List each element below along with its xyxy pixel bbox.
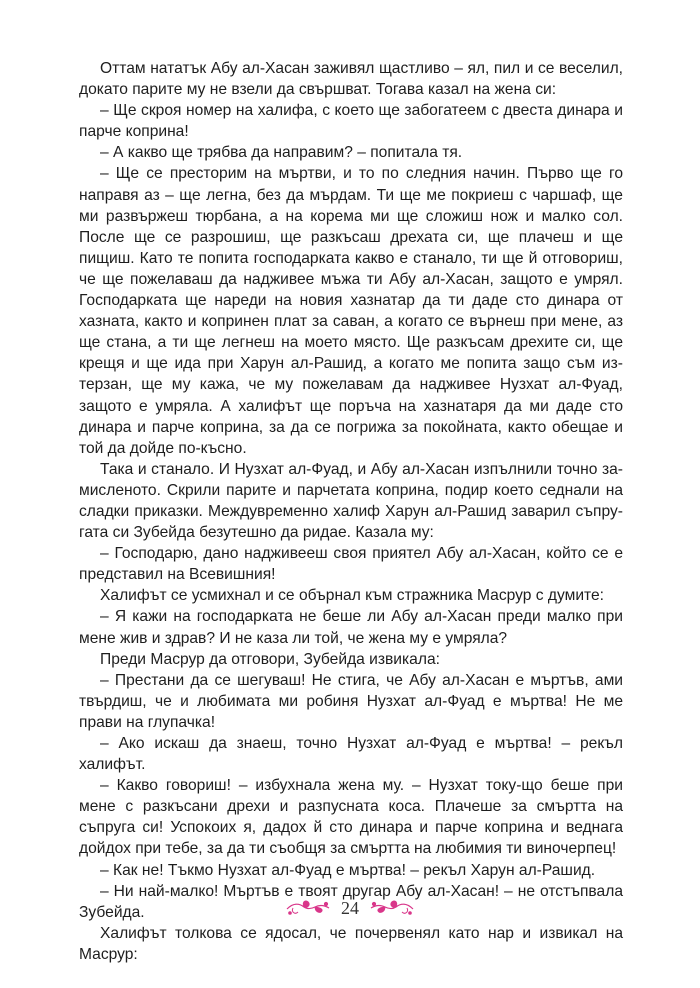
paragraph: – Господарю, дано надживееш своя приятел Абу ал-Хасан, който се е представил на Всевишния! [79, 545, 623, 584]
paragraph: Оттам нататък Абу ал-Хасан заживял щастливо – ял, пил и се веселил, докато парите му не взели да свършват. Тогава казал на жена си: [79, 60, 623, 99]
paragraph: Преди Масрур да отговори, Зубейда извикала: [100, 650, 440, 668]
paragraph: Така и станало. И Нузхат ал-Фуад, и Абу ал-Хасан изпълнили точно замисленото. Скрили парите и парчетата коприна, подир което седнали на сладки приказки. Междувременно халиф Харун ал-Рашид заварил съпругата си Зубейда безутешно да ридае. Казала му: [79, 460, 623, 542]
paragraph: – Я кажи на господарката не беше ли Абу ал-Хасан преди малко при мене жив и здрав? И не каза ли той, че жена му е умряла? [79, 608, 623, 647]
floral-ornament-icon [285, 898, 331, 918]
page-footer [0, 893, 700, 923]
paragraph: – А какво ще трябва да направим? – попитала тя. [100, 144, 463, 162]
page-number: 24 [341, 898, 359, 918]
paragraph: – Ще скроя номер на халифа, с което ще забогатеем с двеста динара и парче коприна! [79, 102, 623, 141]
paragraph: – Ако искаш да знаеш, точно Нузхат ал-Фуад е мъртва! – рекъл халифът. [79, 735, 623, 774]
paragraph: Халифът се усмихнал и се обърнал към стражника Масрур с думите: [100, 587, 605, 605]
paragraph: – Ще се престорим на мъртви, и то по следния начин. Първо ще го направя аз – ще легна, без да мърдам. Ти ще ме покриеш с чаршаф, ще ми развържеш тюрбана, а на корема ми ще сложиш нож и малко сол. После ще се разрошиш, ще разкъсаш дрехата си, ще плачеш и ще пищиш. Като те попита господарката какво е станало, ти ще й отговориш, че ще пожелаваш да надживее мъжа ти Абу ал-Хасан, защото е умрял. Господарката ще нареди на новия хазнатар да ти даде сто динара от хазната, както и копринен плат за саван, а когато се върнеш при мене, аз ще стана, а ти ще легнеш на моето място. Ще разкъсам дрехите си, ще крещя и ще ида при Харун ал-Рашид, а когато ме попита защо съм изтерзан, ще му кажа, че му пожелавам да надживее Нузхат ал-Фуад, защото е умряла. А халифът ще поръча на хазнатаря да ми даде сто динара и парче коприна, за да се погрижа за покойната, както обещае и той да дойде по-късно. [79, 165, 623, 457]
paragraph: – Какво говориш! – избухнала жена му. – Нузхат току-що беше при мене с разкъсани дрехи и разпусната коса. Плачеше за смъртта на съпруга си! Успокоих я, дадох й сто динара и парче коприна и веднага дойдох при тебе, за да ти съобщя за смъртта на любимия ти виночерпец! [79, 777, 623, 858]
floral-ornament-icon [369, 898, 415, 918]
paragraph: Халифът толкова се ядосал, че почервенял като нар и извикал на Масрур: [79, 924, 623, 963]
paragraph: – Ни най-малко! Мъртъв е твоят другар Абу ал-Хасан! – не отстъпвала Зубейда. [79, 882, 623, 921]
body-text [79, 58, 623, 965]
paragraph: – Престани да се шегуваш! Не стига, че Абу ал-Хасан е мъртъв, ами твърдиш, че и любимата ми робиня Нузхат ал-Фуад е мъртва! Не ме прави на глупачка! [79, 671, 623, 731]
paragraph: – Как не! Тъкмо Нузхат ал-Фуад е мъртва! – рекъл Харун ал-Рашид. [100, 861, 596, 879]
